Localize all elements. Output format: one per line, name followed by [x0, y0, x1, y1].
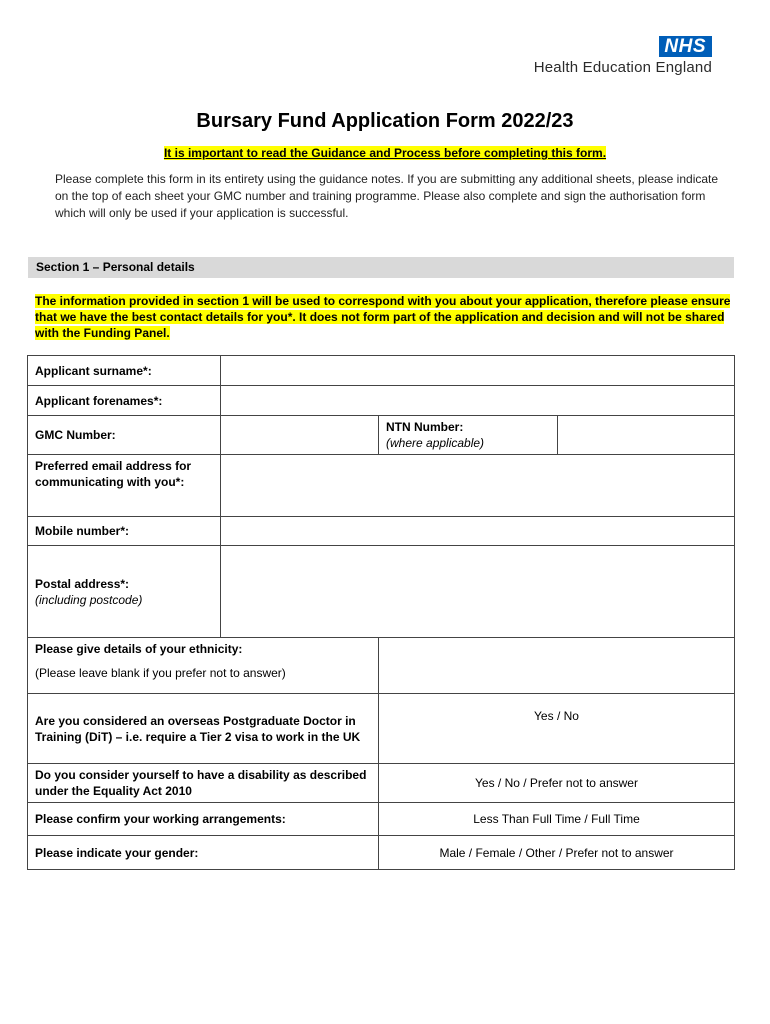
forenames-field[interactable] — [221, 386, 735, 416]
ethnicity-label-cell — [28, 638, 379, 694]
table-row — [28, 694, 735, 764]
surname-field[interactable] — [221, 356, 735, 386]
forenames-label: Applicant forenames*: — [28, 386, 221, 416]
disability-label: Do you consider yourself to have a disability as described under the Equality Act 2010 — [28, 764, 379, 803]
important-notice — [0, 146, 770, 160]
nhs-logo — [534, 36, 712, 76]
email-label: Preferred email address for communicating with you*: — [28, 455, 221, 517]
table-row — [28, 517, 735, 546]
gender-label: Please indicate your gender: — [28, 836, 379, 870]
section-1-notice — [35, 293, 735, 341]
working-label: Please confirm your working arrangements: — [28, 803, 379, 836]
nhs-badge: NHS — [659, 36, 712, 57]
important-text: It is important to read the Guidance and Process before completing this form. — [163, 146, 607, 160]
table-row — [28, 546, 735, 638]
table-row — [28, 764, 735, 803]
mobile-label: Mobile number*: — [28, 517, 221, 546]
table-row — [28, 638, 735, 694]
postal-note: (including postcode) — [35, 592, 143, 607]
ntn-label: NTN Number: — [386, 420, 464, 434]
gender-options[interactable]: Male / Female / Other / Prefer not to answer — [379, 836, 735, 870]
disability-options[interactable]: Yes / No / Prefer not to answer — [379, 764, 735, 803]
working-options[interactable]: Less Than Full Time / Full Time — [379, 803, 735, 836]
postal-label: Postal address*: — [35, 576, 130, 591]
table-row — [28, 836, 735, 870]
mobile-field[interactable] — [221, 517, 735, 546]
ethnicity-label: Please give details of your ethnicity: — [35, 642, 243, 656]
overseas-options[interactable]: Yes / No — [379, 694, 735, 764]
table-row — [28, 455, 735, 517]
ethnicity-field[interactable] — [379, 638, 735, 694]
postal-label-cell — [28, 546, 221, 638]
postal-field[interactable] — [221, 546, 735, 638]
overseas-label: Are you considered an overseas Postgraduate Doctor in Training (DiT) – i.e. require a Tier 2 visa to work in the UK — [28, 694, 379, 764]
ntn-note: (where applicable) — [386, 436, 485, 450]
gmc-field[interactable] — [221, 416, 379, 455]
table-row — [28, 386, 735, 416]
surname-label: Applicant surname*: — [28, 356, 221, 386]
table-row — [28, 416, 735, 455]
section-1-notice-text: The information provided in section 1 will be used to correspond with you about your application, therefore please ensure that we have the best contact details for you*. It does not form part of the application and decision and will not be shared with the Funding Panel. — [35, 294, 731, 340]
org-name: Health Education England — [533, 59, 712, 76]
section-1-heading: Section 1 – Personal details — [28, 257, 734, 278]
personal-details-table — [27, 355, 735, 870]
table-row — [28, 803, 735, 836]
ntn-label-cell — [379, 416, 558, 455]
ethnicity-note: (Please leave blank if you prefer not to answer) — [35, 666, 286, 680]
intro-paragraph: Please complete this form in its entirety using the guidance notes. If you are submitting any additional sheets, please indicate on the top of each sheet your GMC number and training programme. Please also complete and sign the authorisation form which will only be used if your application is successful. — [55, 172, 719, 220]
table-row — [28, 356, 735, 386]
gmc-label: GMC Number: — [28, 416, 221, 455]
page-title: Bursary Fund Application Form 2022/23 — [196, 110, 574, 132]
email-field[interactable] — [221, 455, 735, 517]
ntn-field[interactable] — [558, 416, 735, 455]
